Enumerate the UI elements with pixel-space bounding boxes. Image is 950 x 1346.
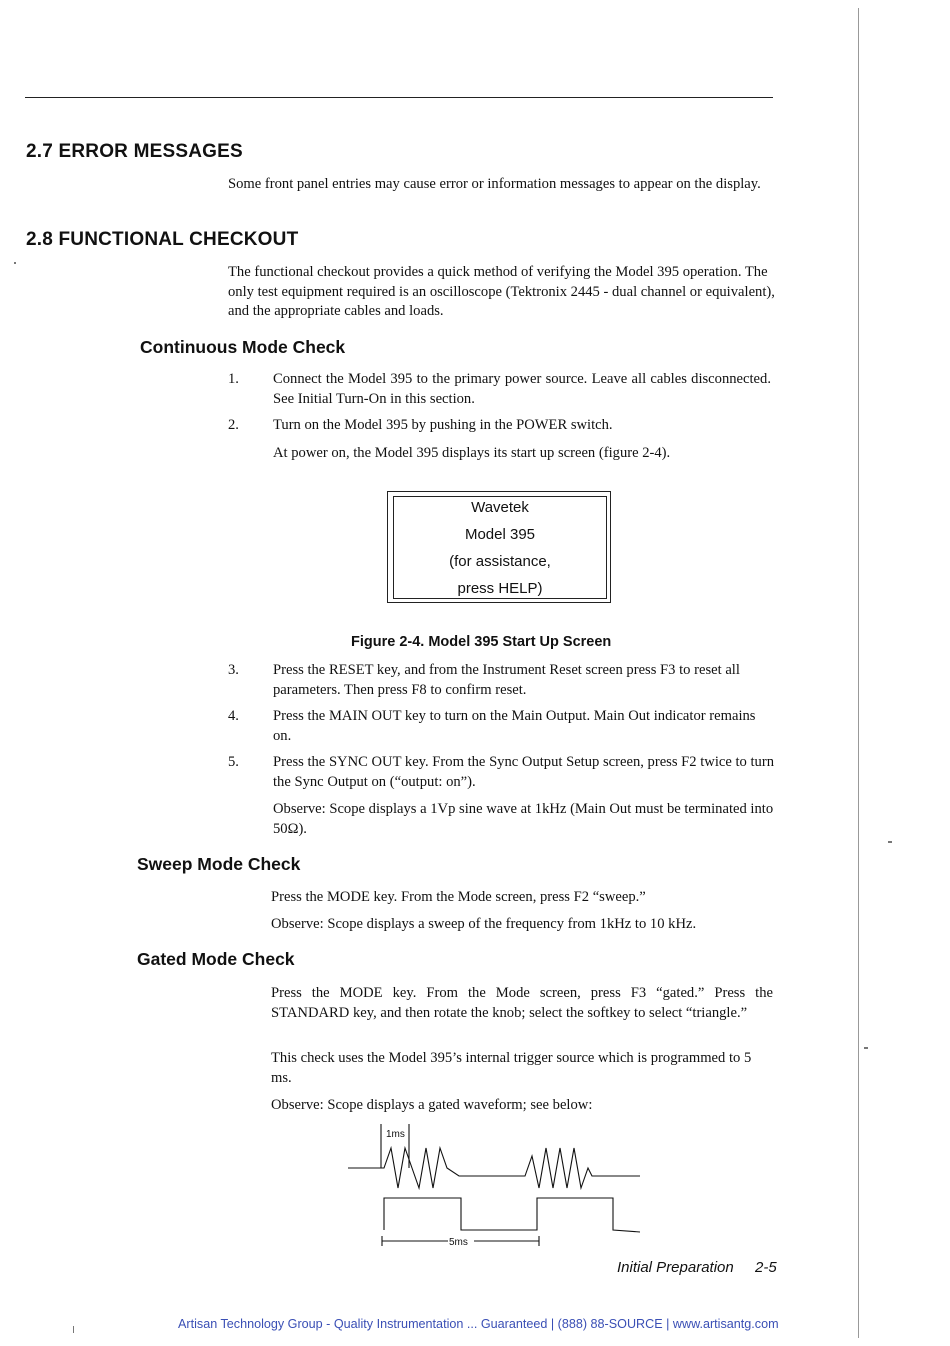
figure-caption: Figure 2-4. Model 395 Start Up Screen — [351, 634, 612, 650]
scan-speck — [864, 1047, 868, 1049]
error-messages-text: Some front panel entries may cause error or information messages to appear on the display. — [228, 176, 761, 192]
step-number: 2. — [228, 417, 239, 433]
footer-section-label: Initial Preparation — [617, 1259, 734, 1276]
startup-screen-figure — [387, 491, 611, 603]
step-number: 4. — [228, 708, 239, 724]
screen-line: Model 395 — [464, 526, 536, 543]
gate-signal-trace — [384, 1198, 640, 1232]
footer-page-number: 2-5 — [755, 1259, 777, 1276]
step-text: Turn on the Model 395 by pushing in the POWER switch. — [273, 417, 613, 433]
section-heading-error-messages: 2.7 ERROR MESSAGES — [26, 141, 243, 162]
vendor-banner[interactable]: Artisan Technology Group - Quality Instrumentation ... Guaranteed | (888) 88-SOURCE | www.artisantg.com — [178, 1317, 779, 1331]
page-edge-line — [858, 8, 859, 1338]
section-heading-functional-checkout: 2.8 FUNCTIONAL CHECKOUT — [26, 229, 299, 250]
step-text: Press the MAIN OUT key to turn on the Main Output. Main Out indicator remains on. — [273, 708, 756, 744]
step-number: 5. — [228, 754, 239, 770]
scan-speck — [14, 262, 16, 264]
gated-waveform-figure — [340, 1118, 650, 1250]
screen-line: press HELP) — [457, 580, 543, 597]
step-text: Press the SYNC OUT key. From the Sync Output Setup screen, press F2 twice to turn the Sync Output on (“output: on”). — [273, 754, 775, 790]
screen-line: Wavetek — [471, 499, 529, 516]
continuous-mode-heading: Continuous Mode Check — [140, 337, 346, 357]
screen-line: (for assistance, — [449, 553, 551, 570]
step-number: 3. — [228, 662, 239, 678]
sweep-mode-heading: Sweep Mode Check — [137, 854, 301, 874]
sweep-text: Press the MODE key. From the Mode screen, press F2 “sweep.” — [271, 889, 646, 905]
header-rule — [25, 97, 773, 98]
gate-label: 5ms — [449, 1237, 468, 1248]
scan-speck — [73, 1326, 74, 1333]
gated-observe: Observe: Scope displays a gated waveform; see below: — [271, 1097, 593, 1113]
startup-screen-display — [393, 496, 607, 599]
step-text: Connect the Model 395 to the primary power source. Leave all cables disconnected. See Initial Turn-On in this section. — [273, 371, 771, 407]
sweep-observe: Observe: Scope displays a sweep of the frequency from 1kHz to 10 kHz. — [271, 916, 697, 932]
step-text: Press the RESET key, and from the Instrument Reset screen press F3 to reset all parameters. Then press F8 to confirm reset. — [273, 662, 740, 698]
checkout-intro: The functional checkout provides a quick method of verifying the Model 395 operation. The only test equipment required is an oscilloscope (Tektronix 2445 - dual channel or equivalent), and the appropriate cables and loads. — [228, 264, 775, 319]
triangle-waveform-trace — [348, 1148, 640, 1188]
continuous-observe: Observe: Scope displays a 1Vp sine wave at 1kHz (Main Out must be terminated into 50Ω). — [273, 801, 774, 837]
period-label: 1ms — [386, 1129, 405, 1140]
gated-mode-heading: Gated Mode Check — [137, 949, 295, 969]
gated-internal: This check uses the Model 395’s internal trigger source which is programmed to 5 ms. — [271, 1050, 752, 1086]
scan-speck — [888, 841, 892, 843]
step-number: 1. — [228, 371, 239, 387]
power-on-note: At power on, the Model 395 displays its start up screen (figure 2-4). — [273, 445, 671, 461]
gated-text: Press the MODE key. From the Mode screen, press F3 “gated.” Press the STANDARD key, and then rotate the knob; select the softkey to select “triangle.” — [271, 985, 773, 1021]
